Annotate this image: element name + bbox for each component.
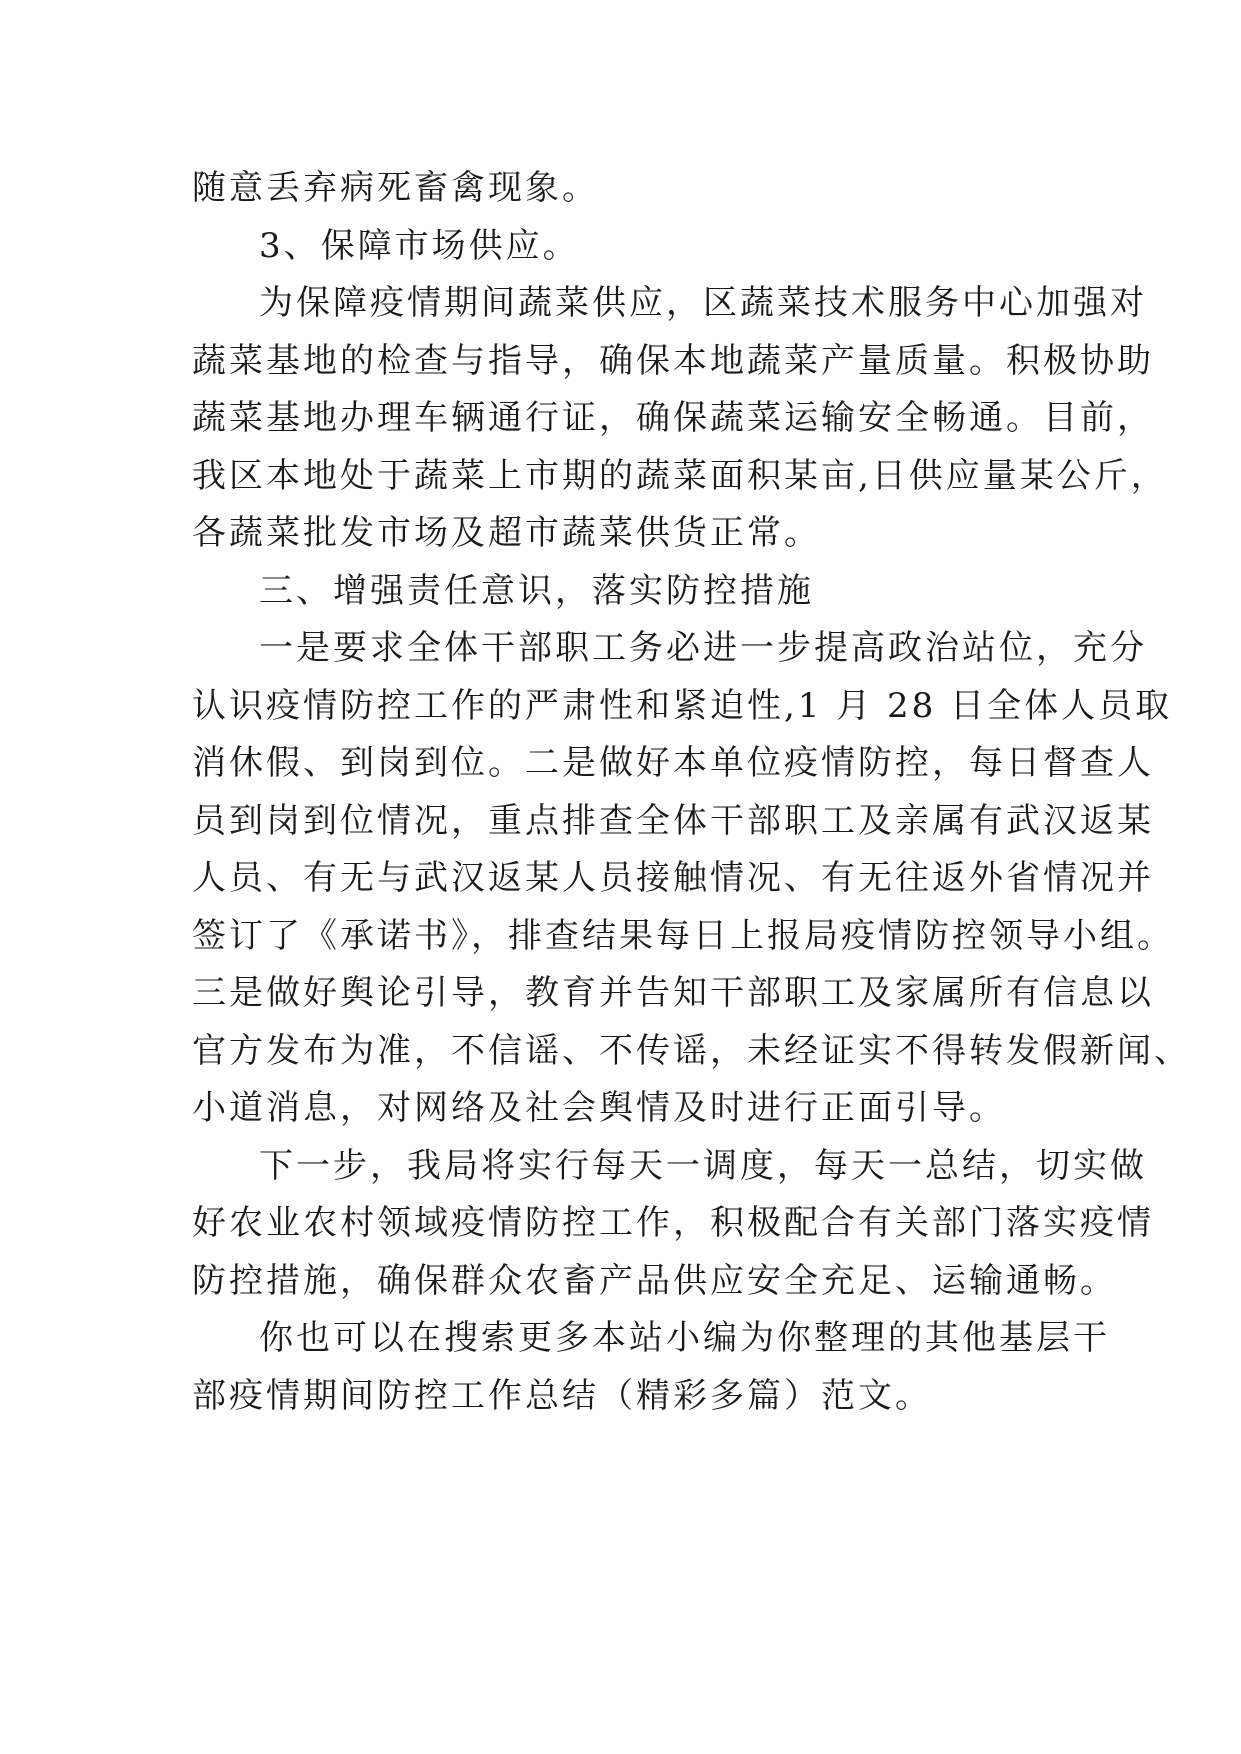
text-line: 官方发布为准，不信谣、不传谣，未经证实不得转发假新闻、	[192, 1030, 1191, 1071]
text-line: 认识疫情防控工作的严肃性和紧迫性,1 月 28 日全体人员取	[192, 685, 1173, 726]
text-line: 人员、有无与武汉返某人员接触情况、有无往返外省情况并	[192, 858, 1154, 898]
text-line: 我区本地处于蔬菜上市期的蔬菜面积某亩,日供应量某公斤，	[192, 455, 1168, 496]
text-line: 员到岗到位情况，重点排查全体干部职工及亲属有武汉返某	[192, 800, 1154, 841]
text-line: 消休假、到岗到位。二是做好本单位疫情防控，每日督查人	[192, 743, 1154, 783]
text-line: 防控措施，确保群众农畜产品供应安全充足、运输通畅。	[192, 1260, 1117, 1301]
text-line: 部疫情期间防控工作总结（精彩多篇）范文。	[192, 1375, 932, 1416]
text-line: 好农业农村领域疫情防控工作，积极配合有关部门落实疫情	[192, 1203, 1154, 1243]
text-line: 蔬菜基地办理车辆通行证，确保蔬菜运输安全畅通。目前，	[192, 398, 1154, 438]
text-line: 签订了《承诺书》，排查结果每日上报局疫情防控领导小组。	[192, 915, 1174, 956]
text-line: 为保障疫情期间蔬菜供应，区蔬菜技术服务中心加强对	[259, 283, 1147, 323]
text-line: 一是要求全体干部职工务必进一步提高政治站位，充分	[259, 628, 1147, 668]
document-body	[192, 160, 1191, 1425]
text-line: 随意丢弃病死畜禽现象。	[192, 168, 599, 208]
section-heading-3: 三、增强责任意识，落实防控措施	[259, 570, 814, 611]
text-line: 三是做好舆论引导，教育并告知干部职工及家属所有信息以	[192, 973, 1154, 1013]
heading-market-supply: 3、保障市场供应。	[259, 225, 580, 266]
text-line: 下一步，我局将实行每天一调度，每天一总结，切实做	[259, 1145, 1147, 1186]
text-line: 小道消息，对网络及社会舆情及时进行正面引导。	[192, 1088, 1006, 1128]
text-line: 蔬菜基地的检查与指导，确保本地蔬菜产量质量。积极协助	[192, 340, 1154, 381]
text-line: 各蔬菜批发市场及超市蔬菜供货正常。	[192, 513, 821, 553]
text-line: 你也可以在搜索更多本站小编为你整理的其他基层干	[259, 1318, 1110, 1358]
